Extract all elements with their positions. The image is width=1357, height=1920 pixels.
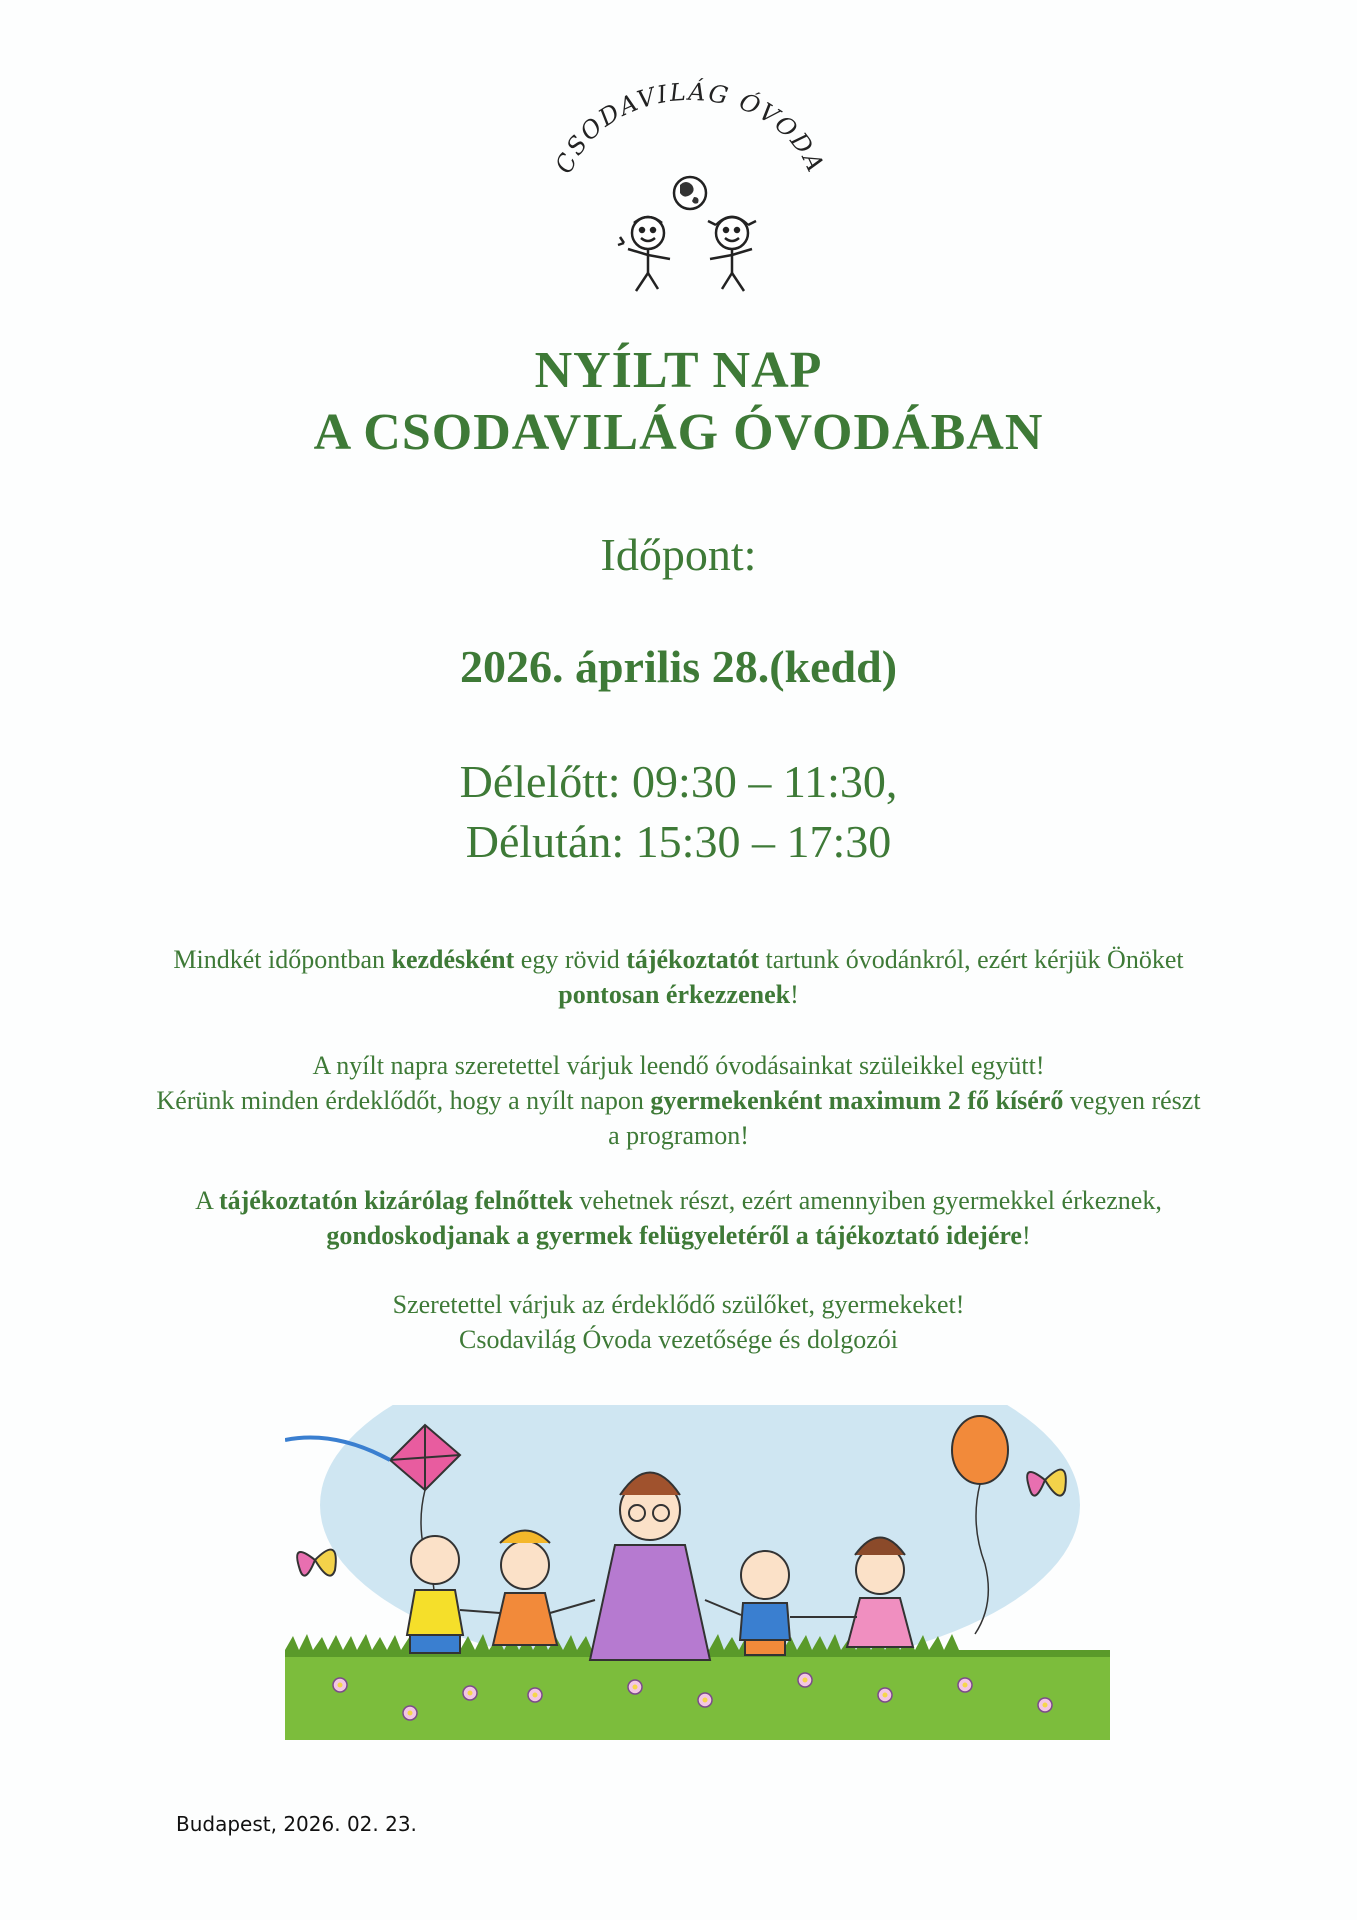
time-label: Időpont:	[600, 529, 757, 580]
main-title-line-2: A CSODAVILÁG ÓVODÁBAN	[313, 404, 1044, 461]
info-paragraph-3: A tájékoztatón kizárólag felnőttek vehetnek részt, ezért amennyiben gyermekkel érkeznek, gondoskodjanak a gyermek felügyeletéről a tájékoztató idejére!	[195, 1186, 1162, 1250]
svg-text:CSODAVILÁG ÓVODA: CSODAVILÁG ÓVODA	[549, 77, 831, 178]
kindergarten-logo	[540, 75, 840, 295]
closing-paragraph: Szeretettel várjuk az érdeklődő szülőket, gyermekeket! Csodavilág Óvoda vezetősége és dolgozói	[392, 1290, 965, 1354]
main-title-line-1: NYÍLT NAP	[534, 342, 823, 399]
place-and-date: Budapest, 2026. 02. 23.	[176, 1812, 417, 1836]
info-paragraph-2: A nyílt napra szeretettel várjuk leendő óvodásainkat szüleikkel együtt! Kérünk minden érdeklődőt, hogy a nyílt napon gyermekenként maximum 2 fő kísérő vegyen részt a programon!	[156, 1051, 1201, 1150]
morning-slot: Délelőtt: 09:30 – 11:30,	[459, 756, 898, 807]
children-illustration	[285, 1395, 1110, 1740]
event-date: 2026. április 28.(kedd)	[459, 641, 898, 692]
afternoon-slot: Délután: 15:30 – 17:30	[465, 816, 892, 867]
info-paragraph-1: Mindkét időpontban kezdésként egy rövid tájékoztatót tartunk óvodánkról, ezért kérjük Önöket pontosan érkezzenek!	[173, 945, 1184, 1009]
